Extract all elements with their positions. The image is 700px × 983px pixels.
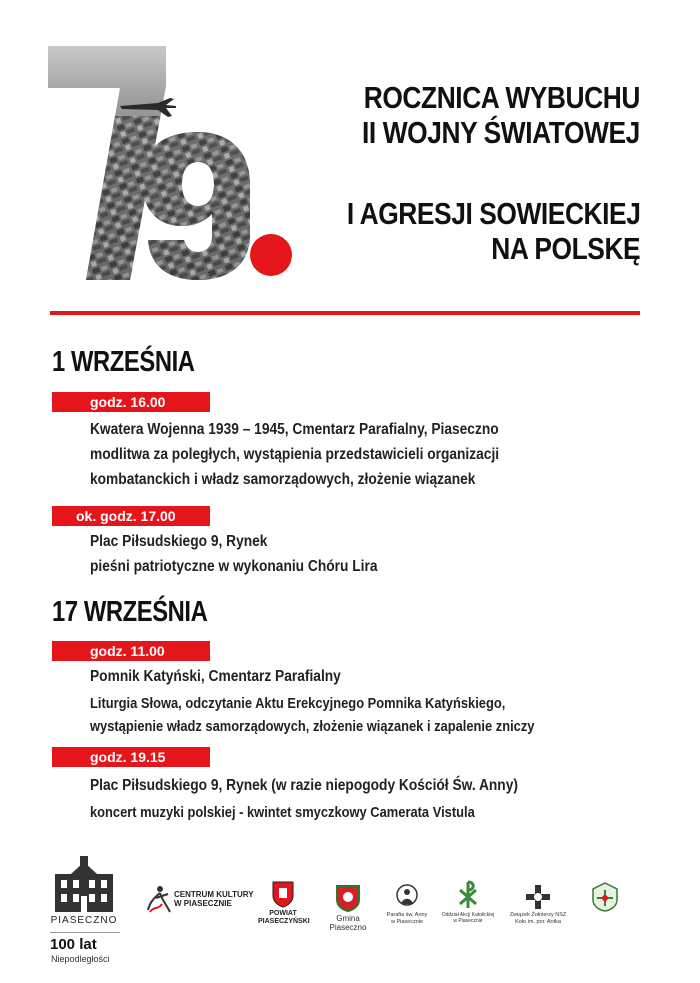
event-time-badge: godz. 16.00 <box>52 392 210 412</box>
powiat-line-1: POWIAT <box>269 910 297 917</box>
parafia-logo <box>383 884 431 926</box>
title-line-3: I AGRESJI SOWIECKIEJ <box>346 196 640 231</box>
title-line-4: NA POLSKĘ <box>491 231 640 266</box>
saint-icon <box>396 884 418 910</box>
event-description: Liturgia Słowa, odczytanie Aktu Erekcyjnego Pomnika Katyńskiego, <box>90 695 506 712</box>
parafia-line-1: Parafia św. Anny <box>386 912 428 918</box>
piaseczno-logo <box>48 856 120 926</box>
powiat-logo <box>258 880 308 926</box>
event-location: Pomnik Katyński, Cmentarz Parafialny <box>90 668 341 685</box>
akcja-katolicka-logo <box>440 880 496 924</box>
date-heading-1: 1 WRZEŚNIA <box>52 346 195 378</box>
title-line-1: ROCZNICA WYBUCHU <box>363 80 640 115</box>
coat-of-arms-icon <box>335 884 361 912</box>
chi-rho-icon <box>455 880 481 910</box>
event-location: Plac Piłsudskiego 9, Rynek <box>90 533 268 550</box>
event-description: modlitwa za poległych, wystąpienia przedstawicieli organizacji <box>90 446 500 463</box>
akcja-line-1: Oddział Akcji Katolickiej <box>441 912 495 918</box>
coat-of-arms-icon <box>271 880 295 908</box>
nsz-line-2: Koło im. por. Antka <box>515 919 561 925</box>
cross-emblem-icon <box>525 884 551 910</box>
red-divider <box>50 311 640 315</box>
event-description: wystąpienie władz samorządowych, złożenie wiązanek i zapalenie zniczy <box>90 718 535 735</box>
event-time-badge: godz. 19.15 <box>52 747 210 767</box>
akcja-line-2: w Piasecznie <box>453 918 483 924</box>
piaseczno-name: PIASECZNO <box>50 915 118 926</box>
event-description: pieśni patriotyczne w wykonaniu Chóru Lira <box>90 558 378 575</box>
logo-divider <box>50 932 120 933</box>
parafia-line-2: w Piasecznie <box>390 919 424 925</box>
centrum-line-2: W PIASECZNIE <box>174 899 232 908</box>
event-location: Plac Piłsudskiego 9, Rynek (w razie niepogody Kościół Św. Anny) <box>90 777 518 794</box>
warplane-icon <box>118 94 178 120</box>
event-description: koncert muzyki polskiej - kwintet smyczkowy Camerata Vistula <box>90 804 475 821</box>
regional-emblem-logo <box>590 882 620 914</box>
hero-digits-svg <box>48 46 254 280</box>
powiat-line-2: PIASECZYŃSKI <box>258 918 310 925</box>
event-time-badge: ok. godz. 17.00 <box>52 506 210 526</box>
partner-logos <box>0 850 700 983</box>
town-hall-icon <box>51 856 117 912</box>
red-dot <box>250 234 292 276</box>
centrum-line-1: CENTRUM KULTURY <box>174 890 254 899</box>
hero-number-photo <box>48 46 254 280</box>
nsz-line-1: Związek Żołnierzy NSZ <box>509 912 567 918</box>
event-location: Kwatera Wojenna 1939 – 1945, Cmentarz Parafialny, Piaseczno <box>90 421 499 438</box>
anniversary-caption: Niepodległości <box>51 954 110 964</box>
nsz-logo <box>505 884 571 926</box>
title-line-2: II WOJNY ŚWIATOWEJ <box>362 115 640 150</box>
dancer-icon <box>146 884 172 914</box>
anniversary-label: 100 lat <box>50 936 97 953</box>
gmina-logo <box>318 884 378 932</box>
regional-emblem-icon <box>591 882 619 912</box>
gmina-name: Gmina Piaseczno <box>329 914 367 932</box>
event-time-badge: godz. 11.00 <box>52 641 210 661</box>
event-description: kombatanckich i władz samorządowych, złożenie wiązanek <box>90 471 476 488</box>
date-heading-2: 17 WRZEŚNIA <box>52 596 208 628</box>
